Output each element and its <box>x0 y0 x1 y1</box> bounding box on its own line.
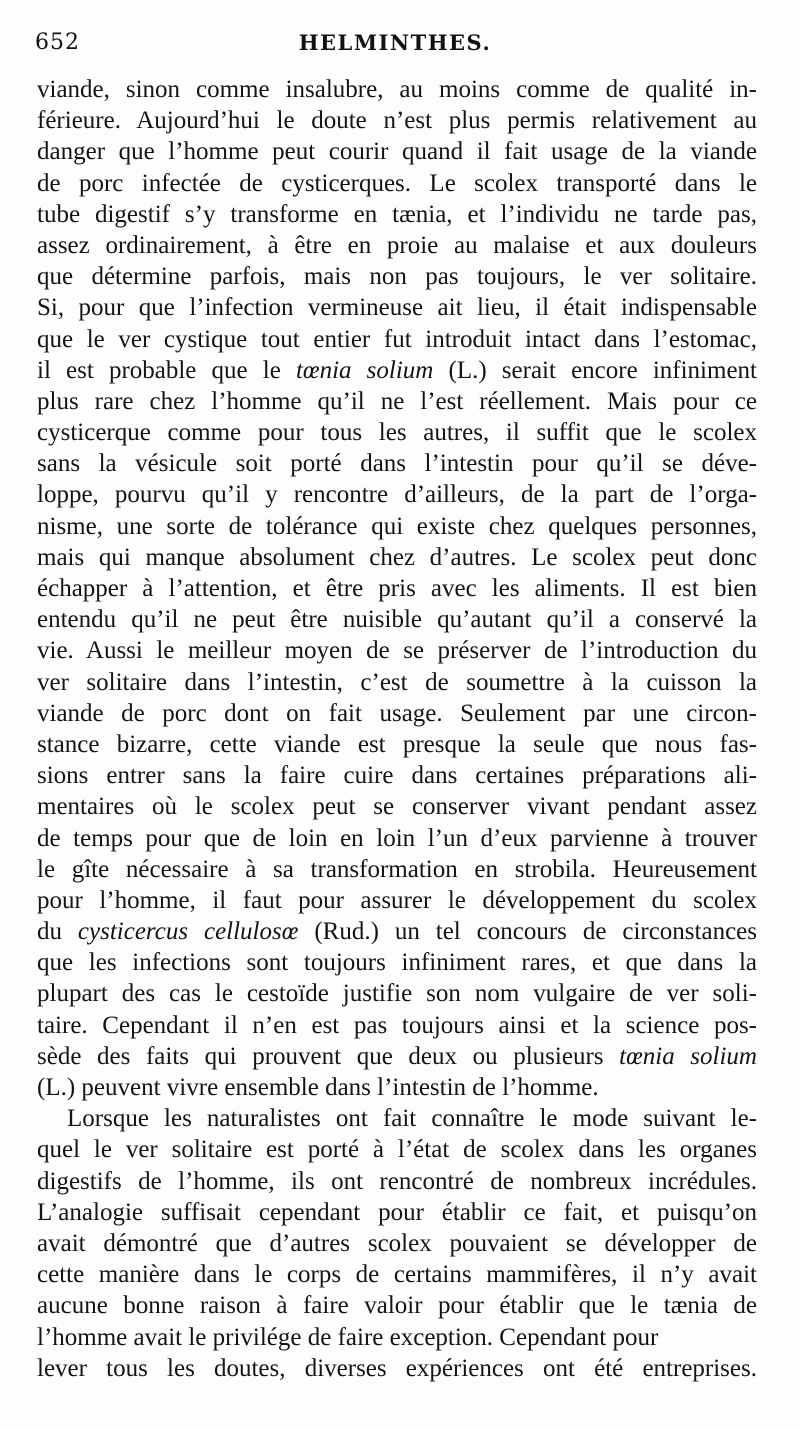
text-line <box>37 1166 757 1197</box>
text-line <box>37 1322 757 1353</box>
text-line <box>37 1010 757 1041</box>
text-line <box>37 1197 757 1228</box>
text-line <box>37 1228 757 1259</box>
text-segment: aucune bonne raison à faire valoir pour établir que le tænia de <box>37 1292 757 1320</box>
text-line <box>37 105 757 136</box>
text-segment: (Rud.) un tel concours de circonstances <box>298 918 758 946</box>
text-line <box>37 573 757 604</box>
text-segment: pour l’homme, il faut pour assurer le développement du scolex <box>37 886 757 914</box>
text-segment: viande, sinon comme insalubre, au moins comme de qualité in- <box>37 76 757 103</box>
text-line <box>37 1259 757 1290</box>
text-line <box>37 823 757 854</box>
text-segment: le gîte nécessaire à sa transformation en strobila. Heureusement <box>37 855 757 883</box>
text-segment: que les infections sont toujours infiniment rares, et que dans la <box>37 949 757 977</box>
text-segment: Si, pour que l’infection vermineuse ait lieu, il était indispensable <box>37 294 757 322</box>
text-line <box>37 667 757 698</box>
text-segment: ver solitaire dans l’intestin, c’est de soumettre à la cuisson la <box>37 668 757 696</box>
text-line <box>37 1290 757 1321</box>
text-segment: du <box>37 918 78 946</box>
text-segment: viande de porc dont on fait usage. Seulement par une circon- <box>37 699 757 727</box>
text-line <box>37 978 757 1009</box>
text-line <box>37 230 757 261</box>
text-segment: entendu qu’il ne peut être nuisible qu’autant qu’il a conservé la <box>37 606 757 634</box>
text-segment: échapper à l’attention, et être pris avec les aliments. Il est bien <box>37 575 757 602</box>
text-line <box>37 1353 757 1384</box>
text-line <box>37 1103 757 1134</box>
text-line <box>37 791 757 822</box>
text-segment: cysticerque comme pour tous les autres, il suffit que le scolex <box>37 419 757 447</box>
text-segment: L’analogie suffisait cependant pour établir ce fait, et puisqu’on <box>37 1198 757 1226</box>
text-line <box>37 635 757 666</box>
text-segment: quel le ver solitaire est porté à l’état de scolex dans les organes <box>37 1136 757 1164</box>
text-line <box>37 136 757 167</box>
text-line <box>37 604 757 635</box>
text-segment: vie. Aussi le meilleur moyen de se préserver de l’introduction du <box>37 637 757 665</box>
text-segment: de porc infectée de cysticerques. Le scolex transporté dans le <box>37 169 757 197</box>
text-segment: sions entrer sans la faire cuire dans certaines préparations ali- <box>37 762 757 790</box>
text-segment: assez ordinairement, à être en proie au malaise et aux douleurs <box>37 231 757 259</box>
text-line <box>37 854 757 885</box>
text-segment: Lorsque les naturalistes ont fait connaître le mode suivant le- <box>67 1105 757 1133</box>
text-segment: (L.) serait encore infiniment <box>433 356 757 384</box>
text-segment: nisme, une sorte de tolérance qui existe chez quelques personnes, <box>37 512 757 540</box>
text-line <box>37 885 757 916</box>
italic-term: tœnia solium <box>619 1042 757 1070</box>
italic-term: tœnia solium <box>295 356 434 384</box>
text-segment: sède des faits qui prouvent que deux ou plusieurs <box>37 1042 620 1070</box>
text-segment: l’homme avait le privilége de faire exception. Cependant pour <box>37 1323 659 1351</box>
page-number: 652 <box>35 30 80 55</box>
text-line <box>37 199 757 230</box>
text-segment: (L.) peuvent vivre ensemble dans l’intestin de l’homme. <box>37 1074 599 1101</box>
text-line <box>37 168 757 199</box>
text-line <box>37 386 757 417</box>
text-segment: tube digestif s’y transforme en tænia, et l’individu ne tarde pas, <box>37 200 757 228</box>
text-segment: mentaires où le scolex peut se conserver vivant pendant assez <box>37 793 757 821</box>
text-line <box>37 355 757 386</box>
text-segment: mais qui manque absolument chez d’autres. Le scolex peut donc <box>37 543 757 571</box>
text-segment: sans la vésicule soit porté dans l’intestin pour qu’il se déve- <box>37 450 757 478</box>
text-segment: il est probable que le <box>37 356 296 384</box>
text-line <box>37 1041 757 1072</box>
text-segment: avait démontré que d’autres scolex pouvaient se développer de <box>37 1229 757 1257</box>
text-segment: que le ver cystique tout entier fut introduit intact dans l’estomac, <box>37 325 757 353</box>
text-line <box>37 74 757 105</box>
text-segment: taire. Cependant il n’en est pas toujours ainsi et la science pos- <box>37 1011 757 1039</box>
text-segment: plus rare chez l’homme qu’il ne l’est réellement. Mais pour ce <box>37 387 757 415</box>
text-line <box>37 760 757 791</box>
text-segment: que détermine parfois, mais non pas toujours, le ver solitaire. <box>37 263 757 291</box>
italic-term: cysticercus cellulosœ <box>77 918 299 946</box>
text-segment: danger que l’homme peut courir quand il fait usage de la viande <box>37 138 757 166</box>
text-segment: digestifs de l’homme, ils ont rencontré de nombreux incrédules. <box>37 1167 757 1195</box>
text-line <box>37 448 757 479</box>
text-segment: cette manière dans le corps de certains mammifères, il n’y avait <box>37 1261 757 1289</box>
running-title: HELMINTHES. <box>298 30 492 55</box>
text-segment: loppe, pourvu qu’il y rencontre d’ailleurs, de la part de l’orga- <box>37 481 757 509</box>
text-segment: férieure. Aujourd’hui le doute n’est plus permis relativement au <box>37 107 757 135</box>
text-segment: de temps pour que de loin en loin l’un d’eux parvienne à trouver <box>37 824 757 852</box>
text-line <box>37 261 757 292</box>
text-line <box>37 1072 757 1103</box>
text-line <box>37 511 757 542</box>
text-line <box>37 916 757 947</box>
text-line <box>37 292 757 323</box>
text-line <box>37 729 757 760</box>
text-line <box>37 479 757 510</box>
text-line <box>37 1134 757 1165</box>
text-segment: lever tous les doutes, diverses expériences ont été entreprises. <box>37 1354 757 1382</box>
body-text <box>37 74 757 1384</box>
page-header <box>35 30 755 64</box>
text-line <box>37 417 757 448</box>
text-line <box>37 324 757 355</box>
text-line <box>37 947 757 978</box>
text-segment: plupart des cas le cestoïde justifie son nom vulgaire de ver soli- <box>37 980 757 1008</box>
text-line <box>37 542 757 573</box>
text-line <box>37 698 757 729</box>
text-segment: stance bizarre, cette viande est presque la seule que nous fas- <box>37 730 757 758</box>
